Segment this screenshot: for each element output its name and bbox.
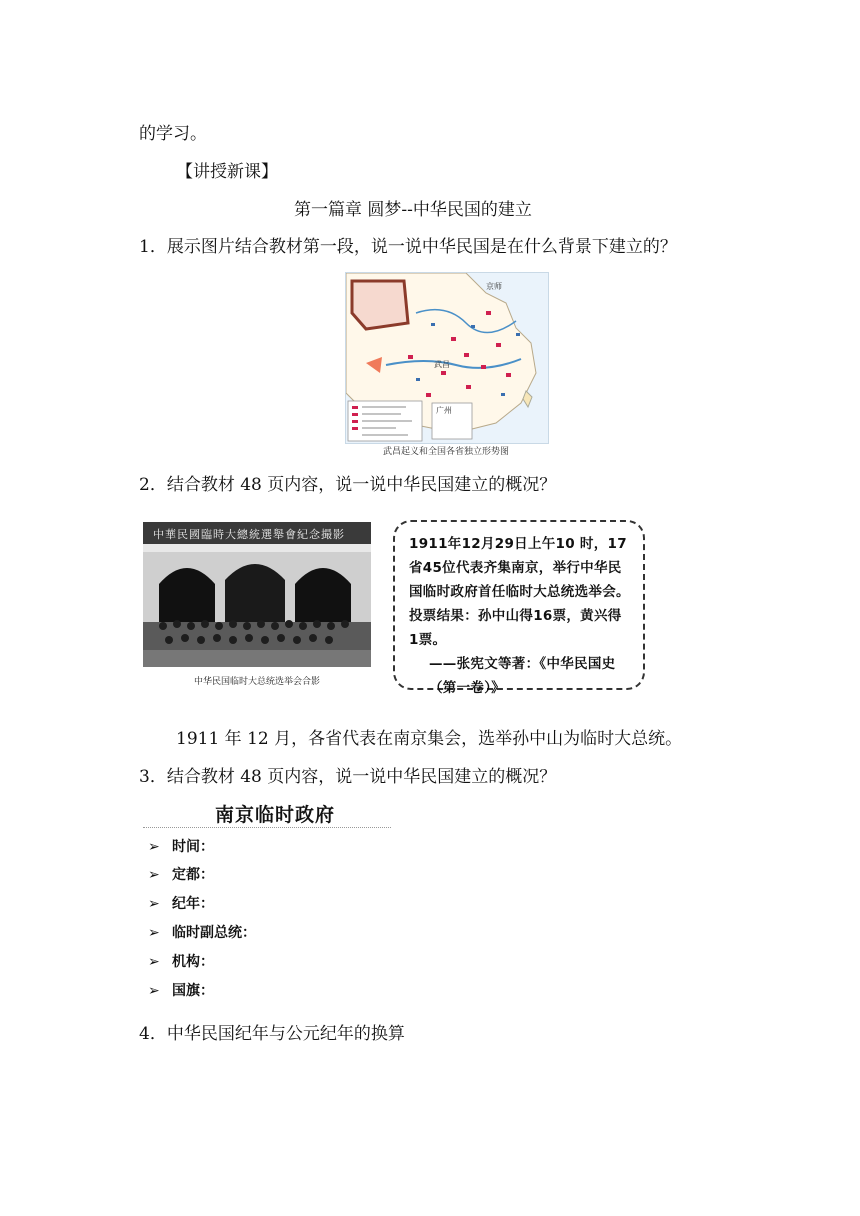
gov-item-label: 定都： <box>172 867 214 883</box>
summary-line: 1911 年 12 月，各省代表在南京集会，选举孙中山为临时大总统。 <box>176 729 683 749</box>
gov-item <box>148 836 214 856</box>
map-caption: 武昌起义和全国各省独立形势图 <box>382 447 509 457</box>
gov-item <box>148 864 214 884</box>
gov-item-label: 临时副总统： <box>172 925 256 941</box>
map-label-guangzhou: 广州 <box>436 406 452 415</box>
gov-item <box>148 893 214 913</box>
uprising-map <box>345 272 549 444</box>
map-label-wuchang: 武昌 <box>434 360 450 369</box>
map-label-beijing: 京师 <box>486 282 502 291</box>
election-photo <box>143 522 371 667</box>
gov-divider <box>143 827 391 828</box>
election-photo-figure <box>143 522 371 700</box>
gov-item <box>148 980 214 1000</box>
gov-item <box>148 922 256 942</box>
arrow-bullet-icon: ➢ <box>148 983 160 999</box>
quote-box <box>393 520 645 696</box>
quote-text: 1911年12月29日上午10 时，17省45位代表齐集南京，举行中华民国临时政府首任临时大总统选举会。投票结果：孙中山得16票，黄兴得1票。 <box>409 536 630 648</box>
question-1: 1．展示图片结合教材第一段，说一说中华民国是在什么背景下建立的？ <box>139 237 677 257</box>
text-line: 的学习。 <box>139 124 207 144</box>
quote-source: ——张宪文等著：《中华民国史（第一卷）》 <box>429 656 616 696</box>
question-2: 2．结合教材 48 页内容，说一说中华民国建立的概况？ <box>139 475 557 495</box>
arrow-bullet-icon: ➢ <box>148 896 160 912</box>
gov-item-label: 纪年： <box>172 896 214 912</box>
gov-item <box>148 951 214 971</box>
arrow-bullet-icon: ➢ <box>148 954 160 970</box>
arrow-bullet-icon: ➢ <box>148 867 160 883</box>
gov-title: 南京临时政府 <box>215 804 336 826</box>
uprising-map-figure <box>345 272 547 462</box>
chapter-title: 第一篇章 圆梦--中华民国的建立 <box>294 200 532 220</box>
question-4: 4．中华民国纪年与公元纪年的换算 <box>139 1024 405 1044</box>
photo-caption: 中华民国临时大总统选举会合影 <box>193 677 320 687</box>
photo-banner: 中華民國臨時大總統選舉會紀念撮影 <box>153 528 345 541</box>
arrow-bullet-icon: ➢ <box>148 839 160 855</box>
gov-item-label: 机构： <box>172 954 214 970</box>
arrow-bullet-icon: ➢ <box>148 925 160 941</box>
section-heading: 【讲授新课】 <box>176 162 278 182</box>
question-3: 3．结合教材 48 页内容，说一说中华民国建立的概况？ <box>139 767 557 787</box>
gov-item-label: 时间： <box>172 839 214 855</box>
gov-item-label: 国旗： <box>172 983 214 999</box>
